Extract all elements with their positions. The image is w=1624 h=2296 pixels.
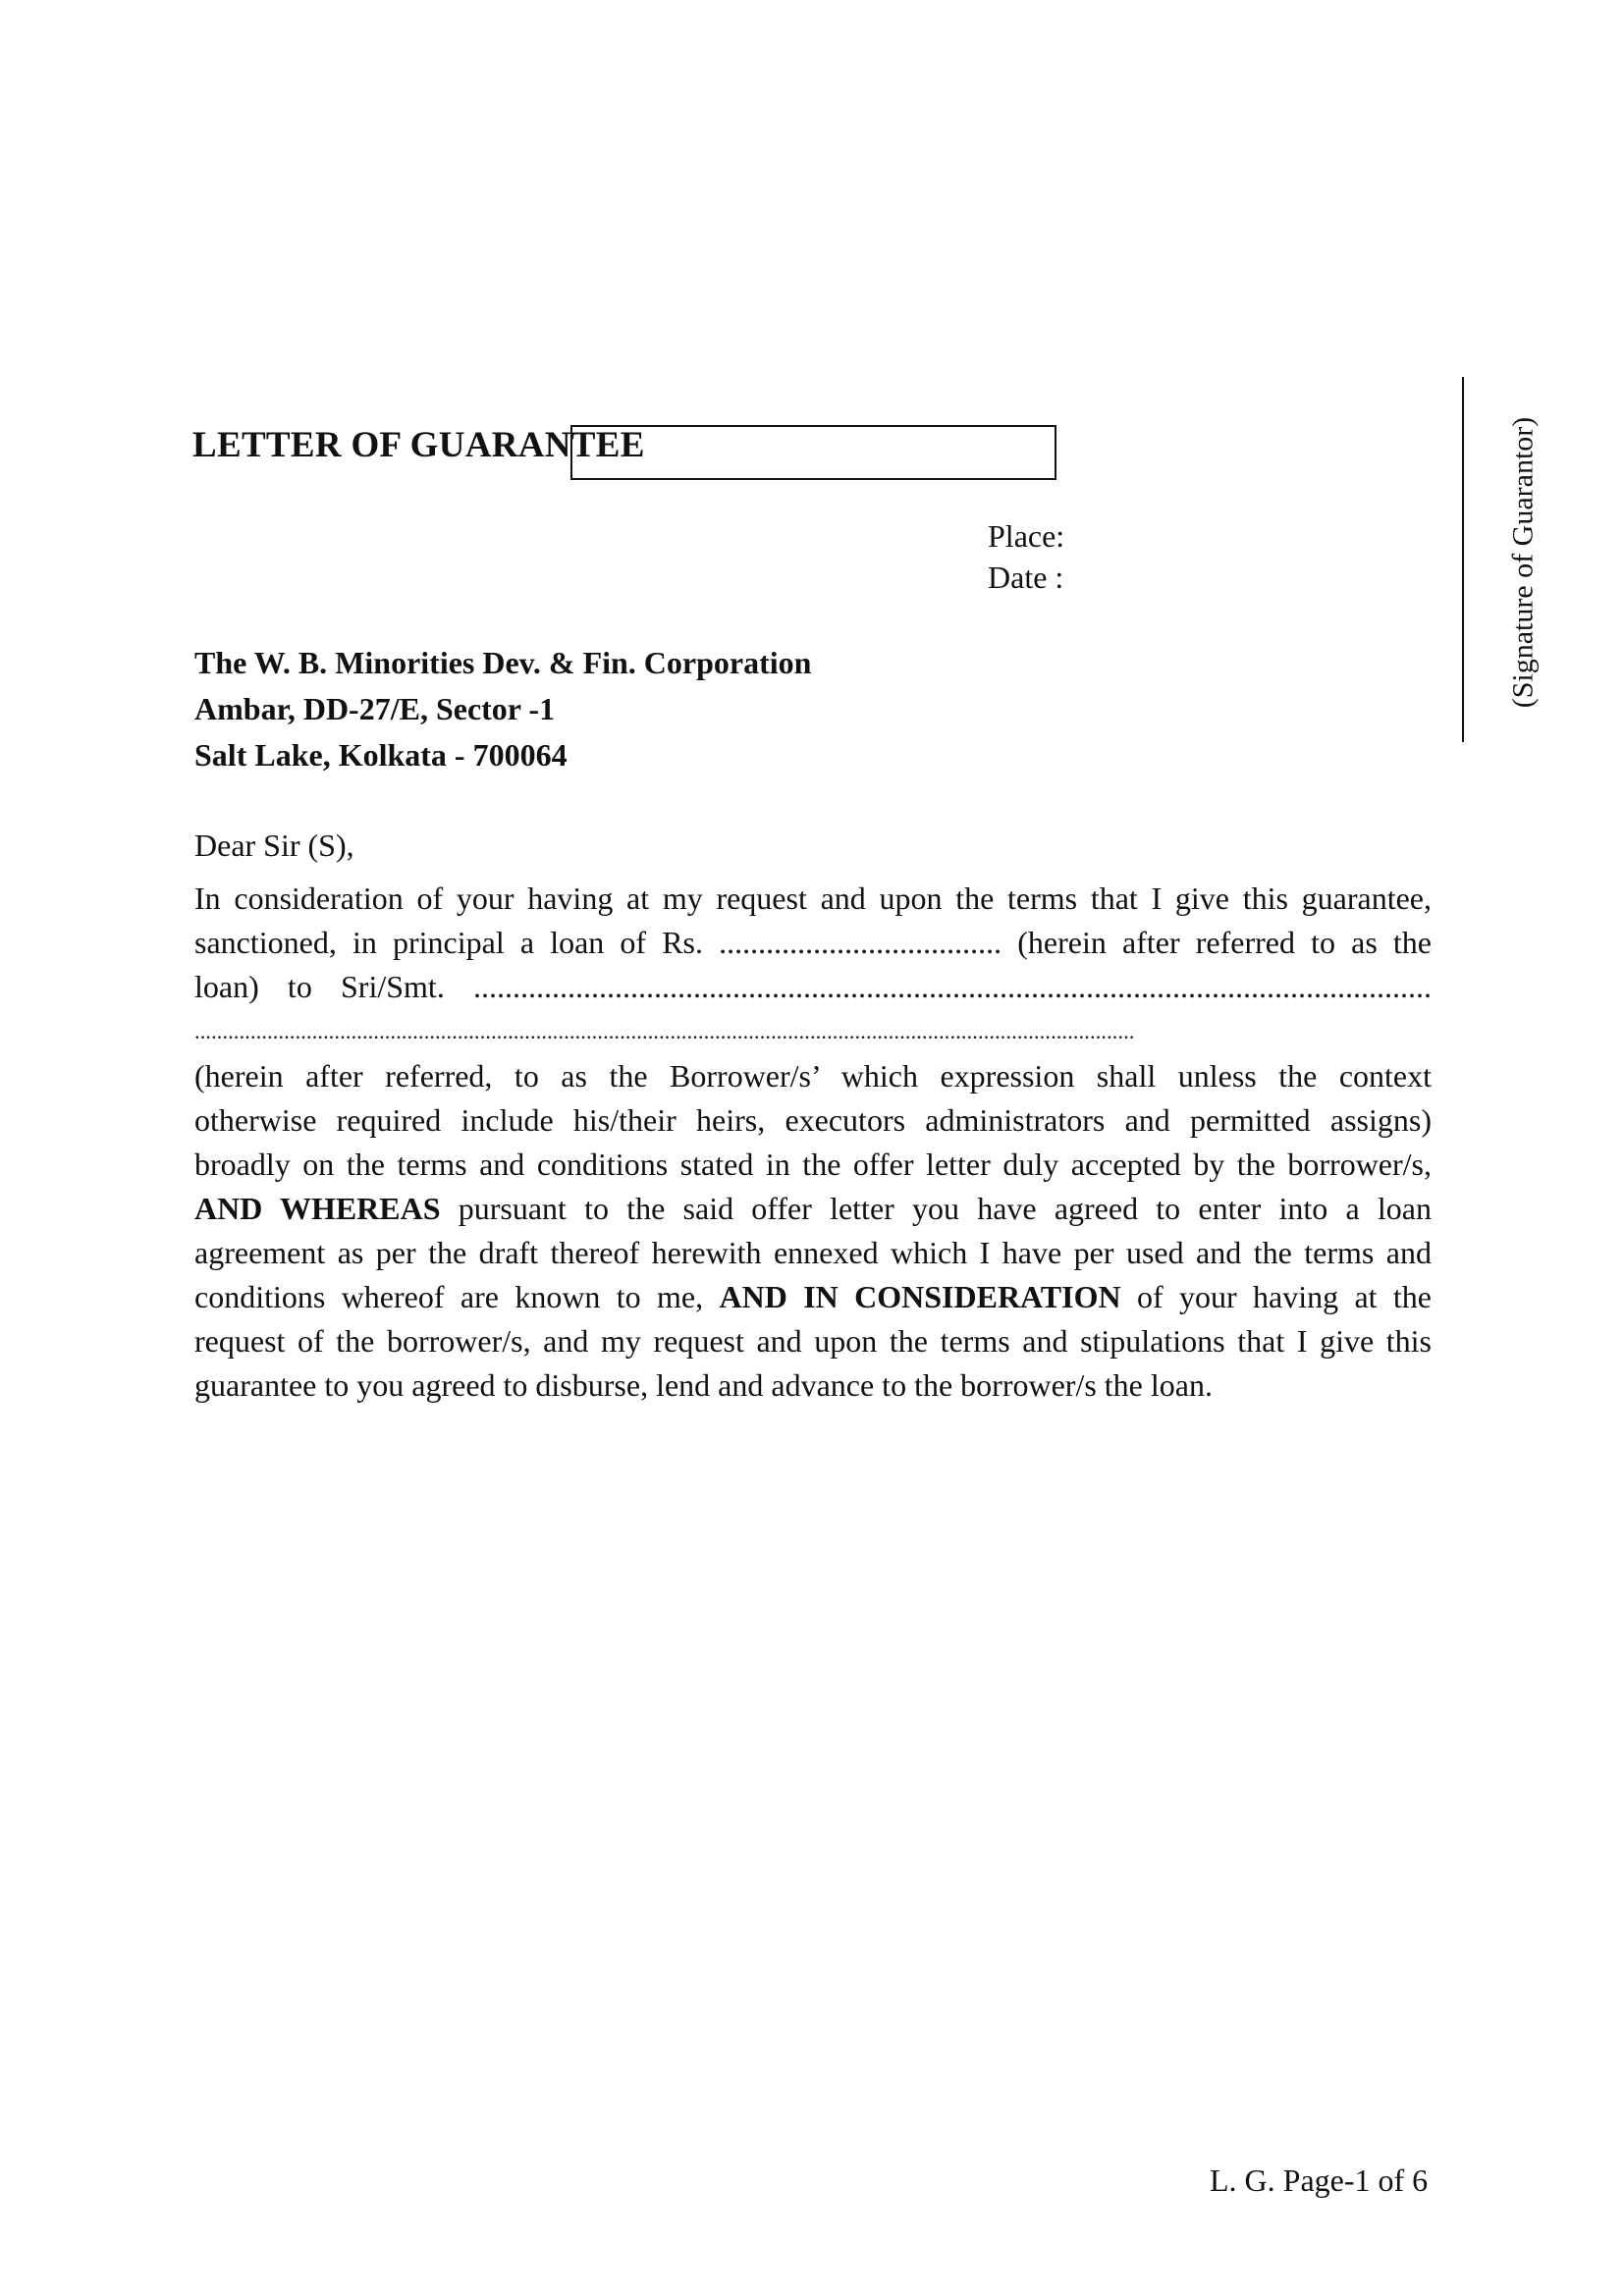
and-whereas-bold: AND WHEREAS xyxy=(194,1191,441,1226)
date-label: Date : xyxy=(988,560,1064,595)
recipient-address xyxy=(194,640,811,778)
signature-line xyxy=(1462,377,1464,742)
paragraph-1-line-4: ........................................................................................................................................................................ xyxy=(194,1019,1135,1043)
paragraph-2-line-4 xyxy=(194,1187,1432,1231)
paragraph-2-line-6-start: conditions whereof are known to me, xyxy=(194,1279,720,1314)
paragraph-1-line-3: loan) to Sri/Smt. .......................................................................................................................... xyxy=(194,969,1432,1004)
paragraph-1 xyxy=(194,877,1432,1054)
address-line-3: Salt Lake, Kolkata - 700064 xyxy=(194,737,568,773)
place-label: Place: xyxy=(988,518,1065,554)
and-in-consideration-bold: AND IN CONSIDERATION xyxy=(719,1279,1121,1314)
place-date-block xyxy=(988,515,1064,598)
signature-label: (Signature of Guarantor) xyxy=(1506,416,1539,709)
paragraph-1-line-2: sanctioned, in principal a loan of Rs. .................................... (herein after referred to as the xyxy=(194,925,1432,960)
paragraph-2-line-7: request of the borrower/s, and my request and upon the terms and stipulations that I give this xyxy=(194,1323,1432,1359)
document-title: LETTER OF GUARANTEE xyxy=(192,425,645,465)
paragraph-2-line-6 xyxy=(194,1275,1432,1319)
paragraph-2 xyxy=(194,1054,1432,1408)
paragraph-2-line-1: (herein after referred, to as the Borrower/s’ which expression shall unless the context xyxy=(194,1058,1432,1094)
title-input-box xyxy=(570,425,1056,480)
paragraph-2-line-6-end: of your having at the xyxy=(1120,1279,1433,1314)
paragraph-2-line-8: guarantee to you agreed to disburse, lend and advance to the borrower/s the loan. xyxy=(194,1367,1213,1403)
page-footer: L. G. Page-1 of 6 xyxy=(1210,2163,1429,2198)
letter-body xyxy=(194,877,1432,1408)
address-line-1: The W. B. Minorities Dev. & Fin. Corporation xyxy=(194,645,812,680)
paragraph-2-line-4-rest: pursuant to the said offer letter you have agreed to enter into a loan xyxy=(440,1191,1433,1226)
paragraph-2-line-3: broadly on the terms and conditions stated in the offer letter duly accepted by the borrower/s, xyxy=(194,1147,1432,1182)
address-line-2: Ambar, DD-27/E, Sector -1 xyxy=(194,691,556,726)
salutation: Dear Sir (S), xyxy=(194,828,354,863)
paragraph-1-line-1: In consideration of your having at my request and upon the terms that I give this guarantee, xyxy=(194,881,1432,916)
paragraph-2-line-2: otherwise required include his/their heirs, executors administrators and permitted assigns) xyxy=(194,1102,1432,1138)
paragraph-2-line-5: agreement as per the draft thereof herewith ennexed which I have per used and the terms and xyxy=(194,1235,1432,1270)
signature-block xyxy=(1503,383,1543,742)
